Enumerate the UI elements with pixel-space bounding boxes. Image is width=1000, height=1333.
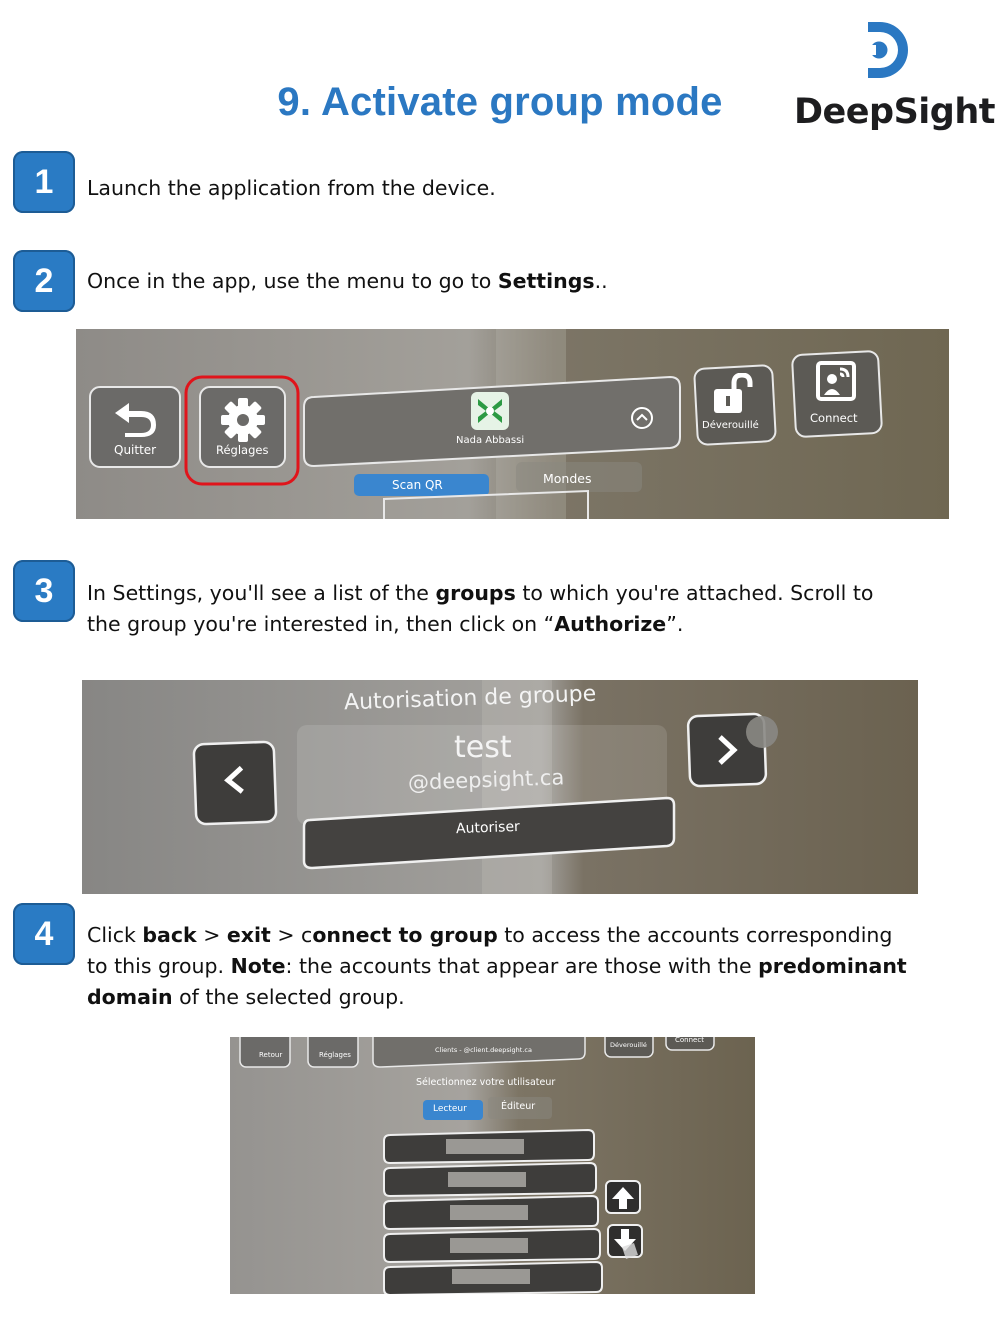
tab-worlds[interactable]: Mondes (543, 471, 592, 486)
step-4-text-run: Note (230, 954, 286, 978)
step-3-badge: 3 (13, 560, 75, 622)
select-user-label: Sélectionnez votre utilisateur (416, 1077, 556, 1088)
unlocked-button-small[interactable]: Déverouillé (610, 1041, 647, 1049)
quit-button[interactable]: Quitter (114, 443, 157, 457)
logo-wordmark: DeepSight (794, 92, 995, 132)
back-arrow-icon (111, 399, 161, 439)
step-3-text-run: In Settings, you'll see a list of the (87, 581, 436, 605)
settings-button[interactable]: Réglages (216, 443, 269, 457)
user-name-label: Nada Abbassi (456, 435, 525, 446)
deepsight-logo (790, 16, 995, 146)
unlocked-button[interactable]: Déverouillé (702, 420, 759, 431)
page-title: 9. Activate group mode (277, 80, 723, 124)
screenshot-group-authorization (82, 680, 918, 894)
unlock-icon (712, 373, 756, 417)
step-3-text-run: to which you're attached. Scroll to the group you're interested in, then click on “ (87, 581, 874, 636)
tab-editor[interactable]: Éditeur (501, 1101, 536, 1112)
gear-icon (218, 397, 268, 443)
step-2-text-run: .. (594, 269, 608, 293)
step-3-text-run: groups (435, 581, 516, 605)
step-4-text-run: > (196, 923, 227, 947)
tab-reader[interactable]: Lecteur (433, 1104, 467, 1114)
settings-button-small[interactable]: Réglages (319, 1051, 351, 1059)
chevron-up-circle-icon (629, 405, 655, 431)
step-1-text-run: Launch the application from the device. (87, 176, 496, 200)
step-2-text-run: Settings (497, 269, 595, 293)
connect-screen-icon (814, 359, 860, 403)
step-2-text-run: Once in the app, use the menu to go to (87, 269, 498, 293)
tab-scan-qr[interactable]: Scan QR (392, 478, 443, 492)
step-4-text-run: back (142, 923, 197, 947)
step-4-text-run: : the accounts that appear are those with the (285, 954, 759, 978)
authorize-button[interactable]: Autoriser (455, 818, 521, 838)
step-1-badge: 1 (13, 151, 75, 213)
step-4-badge: 4 (13, 903, 75, 965)
group-auth-heading: Autorisation de groupe (343, 681, 597, 716)
step-3-text-run: ”. (666, 612, 684, 636)
back-button[interactable]: Retour (259, 1051, 283, 1059)
step-4-text-run: > c (270, 923, 313, 947)
step-2-text (87, 266, 907, 297)
step-3-text-run: Authorize (554, 612, 667, 636)
eye-logo-icon (790, 16, 990, 86)
step-4-text-run: Click (87, 923, 143, 947)
step-4-text-run: of the selected group. (172, 985, 405, 1009)
connect-button-small[interactable]: Connect (675, 1037, 704, 1044)
step-4-text-run: exit (226, 923, 271, 947)
step-4-text-run: onnect to group (312, 923, 498, 947)
user-avatar-icon (470, 391, 510, 431)
step-3-text (87, 578, 907, 640)
clients-label: Clients - @client.deepsight.ca (435, 1046, 532, 1054)
screenshot-user-selection (230, 1037, 755, 1294)
step-1-text (87, 173, 907, 204)
step-4-text-run: to access the accounts corresponding to this group. (87, 923, 893, 978)
group-name: test (454, 730, 512, 765)
step-4-text (87, 920, 907, 1013)
connect-button[interactable]: Connect (810, 411, 858, 425)
step-4-text-run: predominant domain (87, 954, 907, 1009)
step-2-badge: 2 (13, 250, 75, 312)
scroll-down-arrow-icon[interactable] (580, 1232, 581, 1233)
group-domain: @deepsight.ca (407, 765, 565, 795)
screenshot-app-menu (76, 329, 949, 519)
scroll-up-arrow-icon[interactable] (578, 1188, 579, 1189)
